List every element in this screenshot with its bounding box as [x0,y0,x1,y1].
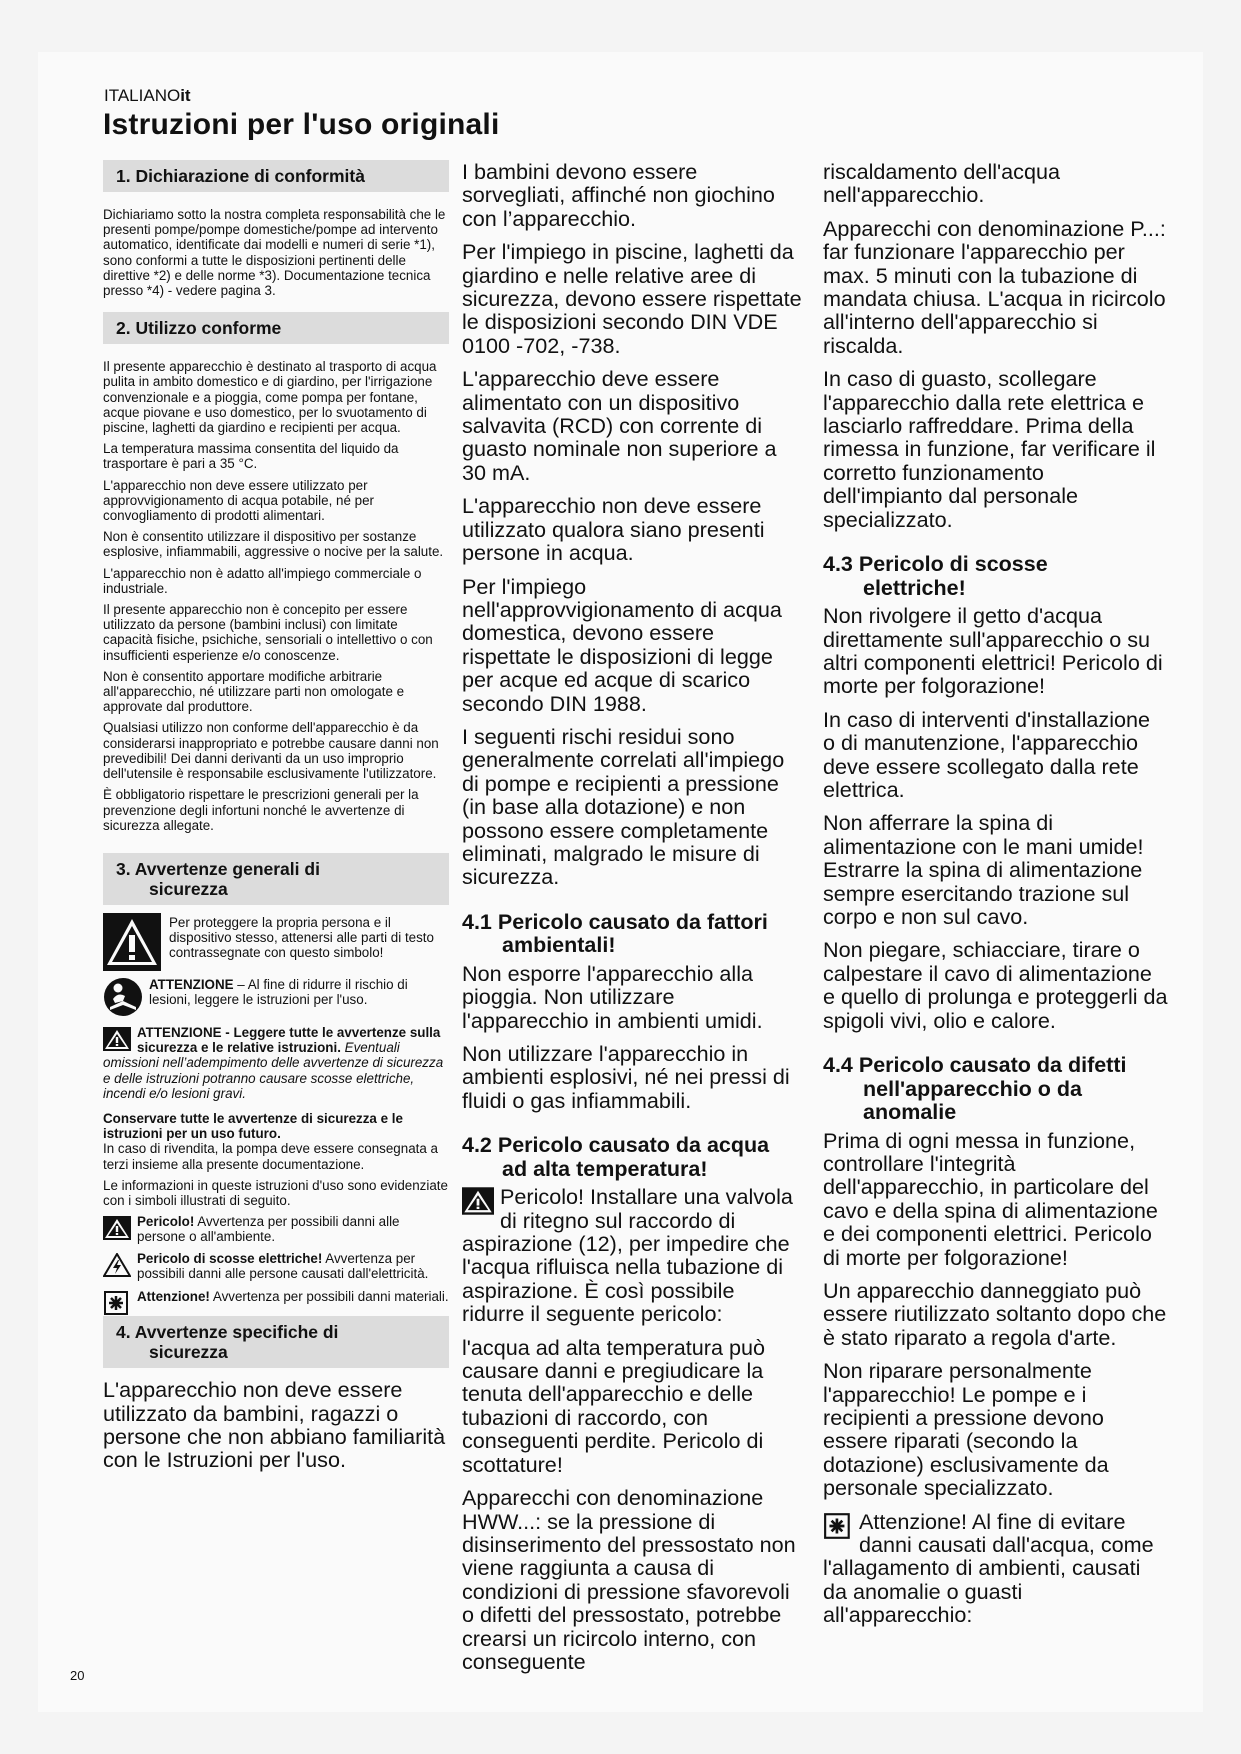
symbol-danger-row: Pericolo! Avvertenza per possibili danni alle persone o all'ambiente. [103,1214,449,1244]
col2-p5: Per l'impiego nell'approvvigionamento di acqua domestica, devono essere rispettate le disposizioni di legge per acque ed acque di scarico secondo DIN 1988. [462,573,782,716]
specific-safety-p1: L'apparecchio non deve essere utilizzato da bambini, ragazzi o persone che non abbiano familiarità con le Istruzioni per l'uso. [103,1377,446,1473]
symbol-attention-row: Attenzione! Avvertenza per possibili danni materiali. [103,1289,449,1304]
heading-4-2: 4.2 Pericolo causato da acqua ad alta temperatura! [462,1133,770,1181]
intended-use-p5: L'apparecchio non è adatto all'impiego commerciale o industriale. [103,565,422,596]
symbol-electric-row: Pericolo di scosse elettriche! Avvertenza per possibili danni alle persone causati dall'elettricità. [103,1251,449,1281]
col2-p4: L'apparecchio non deve essere utilizzato qualora siano presenti persone in acqua. [462,493,765,566]
read-all-warnings: ATTENZIONE - Leggere tutte le avvertenze sulla sicurezza e le relative istruzioni. Eventuali omissioni nell’adempimento delle avvertenze di sicurezza e delle istruzioni potranno causare scosse elettriche, incendi e/o lesioni gravi. [103,1024,444,1101]
heading-4-3: 4.3 Pericolo di scosse elettriche! [823,552,1048,600]
intended-use-p7: Non è consentito apportare modifiche arbitrarie all'apparecchio, né utilizzare parti non omologate e approvate dal produttore. [103,668,405,715]
section-3-heading: 3. Avvertenze generali di sicurezza [103,853,449,905]
read-manual-row [103,977,449,1017]
col3-p11: Attenzione! Al fine di evitare danni causati dall'acqua, come l'allagamento di ambienti, causati da anomalie o guasti all'apparecchio: [823,1508,1154,1628]
col3-p6: Non afferrare la spina di alimentazione con le mani umide! Estrarre la spina di alimentazione sempre esercitando trazione sul corpo e non sul cavo. [823,810,1144,929]
col2-p11: Apparecchi con denominazione HWW...: se la pressione di disinserimento del pressostato non viene raggiunta a causa di condizioni di pressione sfavorevoli o difetti del pressostato, potrebbe crearsi un ricircolo interno, con conseguente [462,1485,796,1674]
keep-instructions: Conservare tutte le avvertenze di sicurezza e le istruzioni per un uso futuro. In caso di rivendita, la pompa deve essere consegnata a terzi insieme alla presente documentazione. [103,1110,438,1172]
col3-p4: Non rivolgere il getto d'acqua direttamente sull'apparecchio o su altri componenti elettrici! Pericolo di morte per folgorazione! [823,603,1163,699]
intended-use-p1: Il presente apparecchio è destinato al trasporto di acqua pulita in ambito domestico e di giardino, per l'irrigazione convenzionale e a pioggia, come pompa per fontane, acque piovane e uso domestico, per lo svuotamento di piscine, laghetti da giardino e recipienti per acqua. [103,359,437,436]
warning-symbol-row [103,913,449,971]
col2-p3: L'apparecchio deve essere alimentato con un dispositivo salvavita (RCD) con corrente di guasto nominale non superiore a 30 mA. [462,366,777,485]
column-3 [823,160,1168,1637]
intended-use-p3: L'apparecchio non deve essere utilizzato per approvvigionamento di acqua potabile, né per convogliamento di prodotti alimentari. [103,477,374,524]
warning-triangle-icon [103,913,161,971]
col2-p8: Non utilizzare l'apparecchio in ambienti esplosivi, né nei pressi di fluidi o gas infiammabili. [462,1041,790,1113]
col3-p10: Non riparare personalmente l'apparecchio! Le pompe e i recipienti a pressione devono essere riparati (secondo la dotazione) esclusivamente da personale specializzato. [823,1358,1109,1501]
symbols-intro: Le informazioni in queste istruzioni d'uso sono evidenziate con i simboli illustrati di seguito. [103,1177,448,1208]
section-1-heading: 1. Dichiarazione di conformità [103,160,449,192]
intended-use-p4: Non è consentito utilizzare il dispositivo per sostanze esplosive, infiammabili, aggressive o nocive per la salute. [103,529,444,560]
warning-symbol-text: Per proteggere la propria persona e il dispositivo stesso, attenersi alle parti di testo contrassegnate con questo simbolo! [169,914,434,961]
language-label: ITALIANOit [104,86,191,105]
col2-p10: l'acqua ad alta temperatura può causare danni e pregiudicare la tenuta dell'apparecchio e delle tubazioni di raccordo, con conseguenti perdite. Pericolo di scottature! [462,1334,766,1477]
section-2-heading: 2. Utilizzo conforme [103,312,449,344]
intended-use-p8: Qualsiasi utilizzo non conforme dell'apparecchio è da considerarsi inappropriato e potrebbe causare danni non prevedibili! Dei danni derivanti da un uso improprio dell'utensile è responsabile esclusivamente l'utilizzatore. [103,720,439,782]
col3-p2: Apparecchi con denominazione P...: far funzionare l'apparecchio per max. 5 minuti con la tubazione di mandata chiusa. L'acqua in ricircolo all'interno dell'apparecchio si riscalda. [823,215,1166,358]
intended-use-p6: Il presente apparecchio non è concepito per essere utilizzato da persone (bambini inclusi) con limitate capacità fisiche, psichiche, sensoriali o intellettivo o con insufficienti esperienze e/o conoscenze. [103,602,433,663]
col2-p1: I bambini devono essere sorvegliati, affinché non giochino con l’apparecchio. [462,159,775,231]
intended-use-p9: È obbligatorio rispettare le prescrizioni generali per la prevenzione degli infortuni nonché le avvertenze di sicurezza allegate. [103,787,419,833]
electric-shock-icon [103,1253,131,1277]
col2-p2: Per l'impiego in piscine, laghetti da giardino e nelle relative aree di sicurezza, devono essere rispettate le disposizioni secondo DIN VDE 0100 -702, -738. [462,239,802,358]
page-number: 20 [70,1668,85,1683]
intended-use-p2: La temperatura massima consentita del liquido da trasportare è pari a 35 °C. [103,441,399,472]
attention-icon [823,1512,853,1540]
read-manual-text: ATTENZIONE – Al fine di ridurre il rischio di lesioni, leggere le istruzioni per l'uso. [149,976,408,1008]
column-1 [103,160,449,1478]
col3-p3: In caso di guasto, scollegare l'apparecchio dalla rete elettrica e lasciarlo raffreddare. Prima della rimessa in funzione, far verificare il corretto funzionamento dell'impianto dal personale specializzato. [823,366,1156,532]
col3-p8: Prima di ogni messa in funzione, controllare l'integrità dell'apparecchio, in particolare del cavo e della spina di alimentazione e dei componenti elettrici. Pericolo di morte per folgorazione! [823,1127,1158,1270]
danger-icon [103,1216,131,1240]
attention-icon [103,1291,131,1315]
col3-p9: Un apparecchio danneggiato può essere riutilizzato soltanto dopo che è stato riparato a regola d'arte. [823,1277,1167,1350]
section-4-heading: 4. Avvertenze specifiche di sicurezza [103,1316,449,1368]
col3-p1: riscaldamento dell'acqua nell'apparecchio. [823,159,1060,208]
col3-p5: In caso di interventi d'installazione o di manutenzione, l'apparecchio deve essere scollegato dalla rete elettrica. [823,706,1151,802]
col3-p7: Non piegare, schiacciare, tirare o calpestare il cavo di alimentazione e quello di prolunga e proteggerli da spigoli vivi, olio e calore. [823,937,1168,1033]
page-title: Istruzioni per l'uso originali [103,108,500,141]
column-2 [462,160,802,1683]
danger-icon [462,1187,494,1215]
heading-4-4: 4.4 Pericolo causato da difetti nell'apparecchio o da anomalie [823,1053,1127,1124]
read-manual-icon [103,977,143,1017]
col2-p6: I seguenti rischi residui sono generalmente correlati all'impiego di pompe e recipienti a pressione (in base alla dotazione) e non possono essere completamente eliminati, malgrado le misure di sicurezza. [462,723,785,890]
heading-4-1: 4.1 Pericolo causato da fattori ambientali! [462,909,768,958]
col2-p9: Pericolo! Installare una valvola di ritegno sul raccordo di aspirazione (12), per impedire che l'acqua rifluisca nella tubazione di aspirazione. È così possibile ridurre il seguente pericolo: [462,1184,793,1327]
col2-p7: Non esporre l'apparecchio alla pioggia. Non utilizzare l'apparecchio in ambienti umidi. [462,960,763,1033]
conformity-text: Dichiariamo sotto la nostra completa responsabilità che le presenti pompe/pompe domestiche/pompe ad intervento automatico, identificate dai modelli e numeri di serie *1), sono conformi a tutte le disposizioni pertinenti delle direttive *2) e delle norme *3). Documentazione tecnica presso *4) - vedere pagina 3. [103,207,446,299]
warning-triangle-small-icon [103,1027,131,1051]
